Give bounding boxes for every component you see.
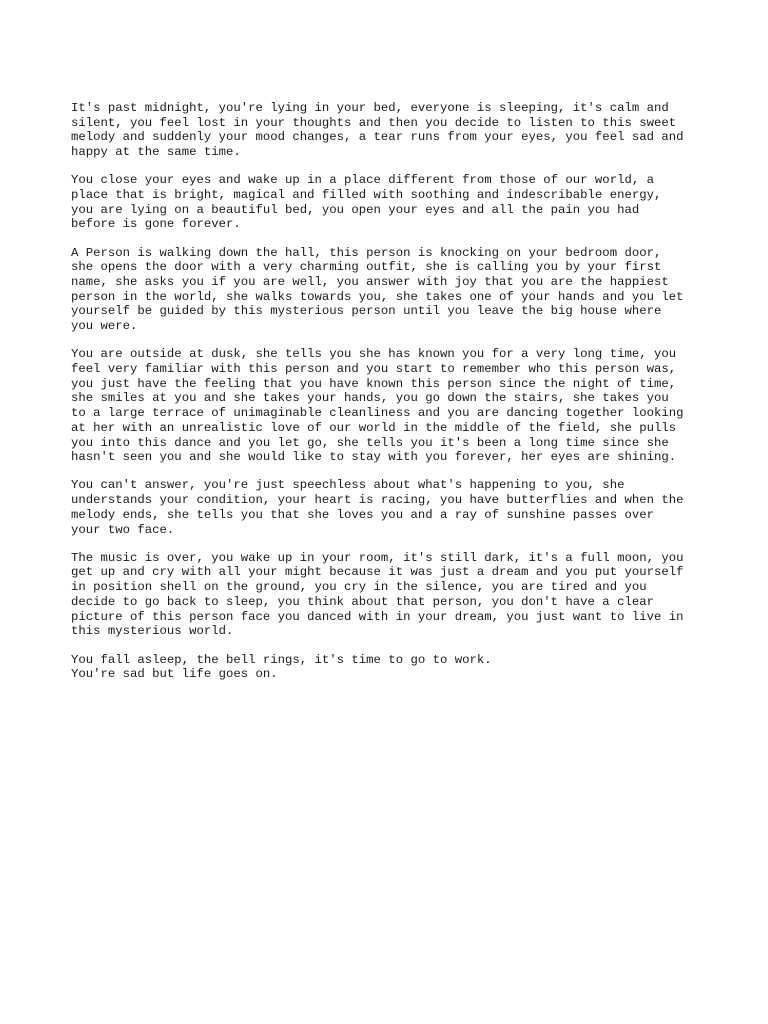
document-page xyxy=(71,101,711,695)
paragraph-1: It's past midnight, you're lying in your bed, everyone is sleeping, it's calm and silent, you feel lost in your thoughts and then you decide to listen to this sweet melody and suddenly your mood changes, a tear runs from your eyes, you feel sad and happy at the same time. xyxy=(71,101,684,160)
paragraph-3: A Person is walking down the hall, this person is knocking on your bedroom door, she opens the door with a very charming outfit, she is calling you by your first name, she asks you if you are well, you answer with joy that you are the happiest person in the world, she walks towards you, she takes one of your hands and you let yourself be guided by this mysterious person until you leave the big house where you were. xyxy=(71,245,684,334)
paragraph-6: The music is over, you wake up in your room, it's still dark, it's a full moon, you get up and cry with all your might because it was just a dream and you put yourself in position shell on the ground, you cry in the silence, you are tired and you decide to go back to sleep, you think about that person, you don't have a clear picture of this person face you danced with in your dream, you just want to live in this mysterious world. xyxy=(71,550,684,639)
paragraph-2: You close your eyes and wake up in a place different from those of our world, a place that is bright, magical and filled with soothing and indescribable energy, you are lying on a beautiful bed, you open your eyes and all the pain you had before is gone forever. xyxy=(71,173,662,232)
paragraph-4: You are outside at dusk, she tells you she has known you for a very long time, you feel very familiar with this person and you start to remember who this person was, you just have the feeling that you have known this person since the night of time, she smiles at you and she takes your hands, you go down the stairs, she takes you to a large terrace of unimaginable cleanliness and you are dancing together looking at her with an unrealistic love of our world in the middle of the field, she pulls you into this dance and you let go, she tells you it's been a long time since she hasn't seen you and she would like to stay with you forever, her eyes are shining. xyxy=(71,347,684,465)
paragraph-7: You fall asleep, the bell rings, it's time to go to work. You're sad but life goes on. xyxy=(71,652,492,682)
paragraph-5: You can't answer, you're just speechless about what's happening to you, she understands your condition, your heart is racing, you have butterflies and when the melody ends, she tells you that she loves you and a ray of sunshine passes over your two face. xyxy=(71,478,684,537)
